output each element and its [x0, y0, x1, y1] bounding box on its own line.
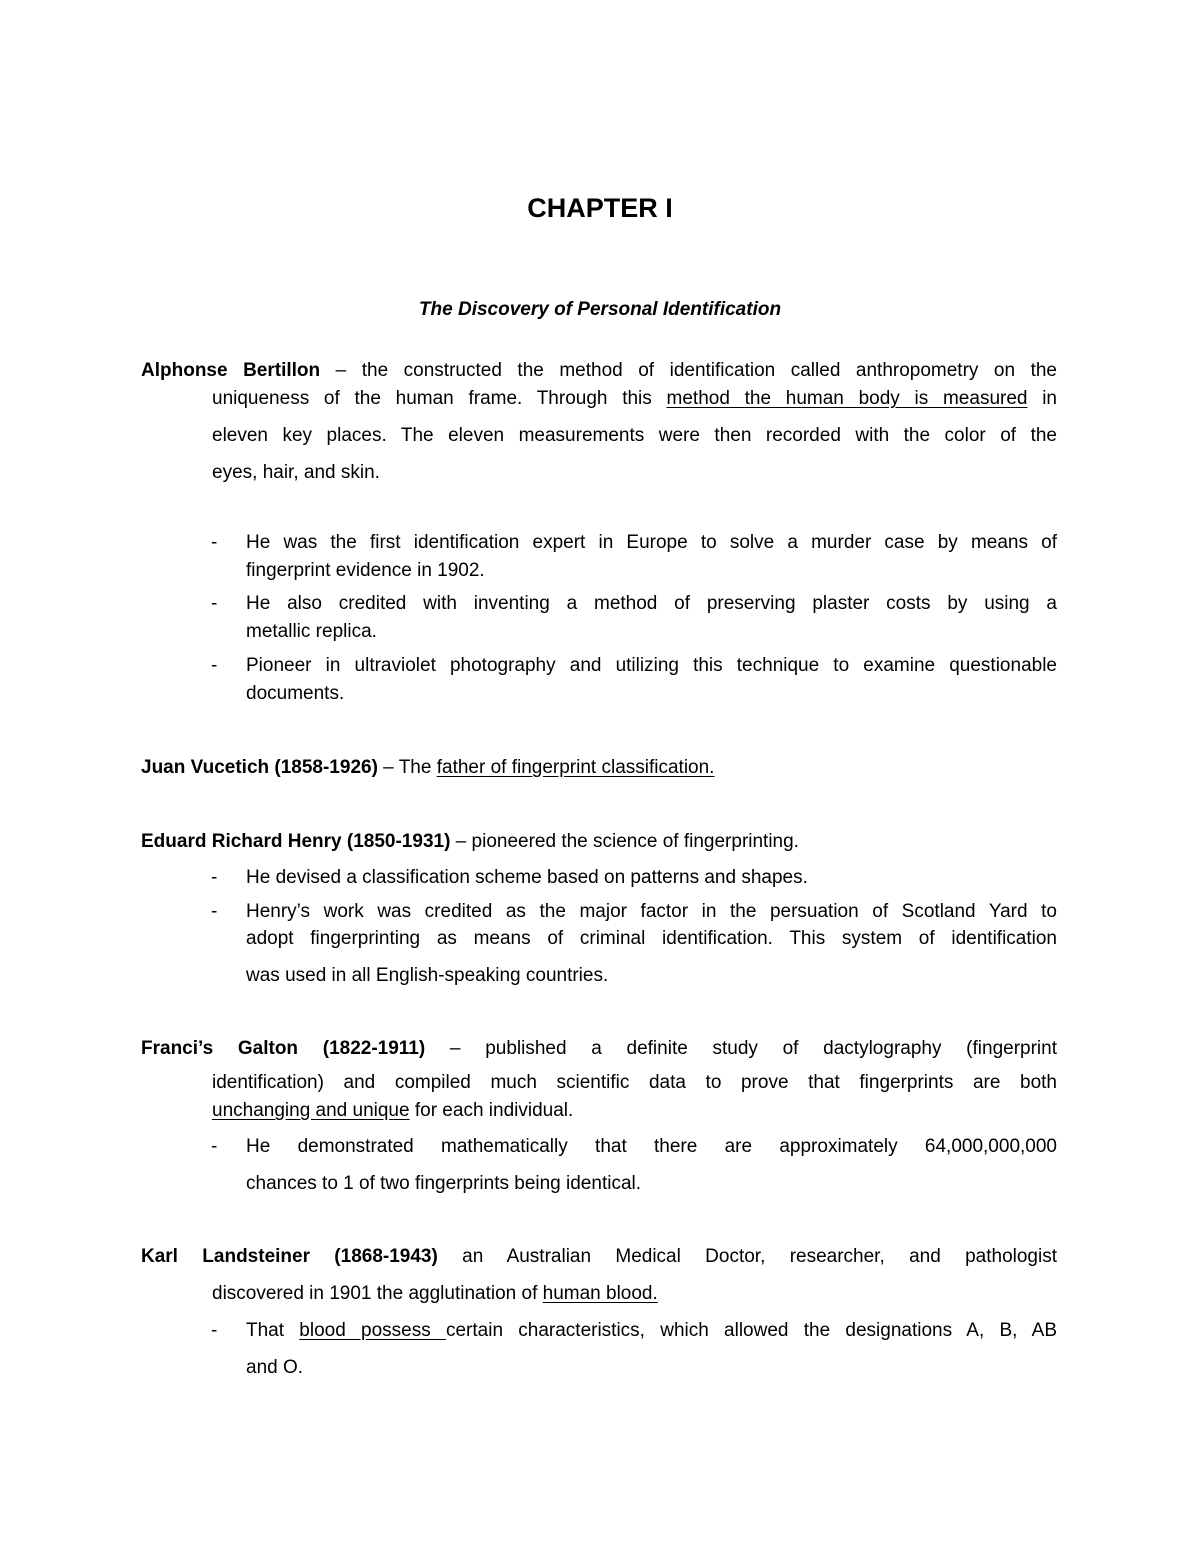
- landsteiner-underlined-phrase: human blood.: [542, 1283, 658, 1304]
- henry-bullet-2-line-2: adopt fingerprinting as means of criminal identification. This system of identification: [246, 928, 1057, 949]
- bullet-dash: -: [211, 532, 218, 553]
- henry-line-1: [141, 831, 799, 853]
- bertillon-bullet-2-line-2: metallic replica.: [246, 621, 377, 642]
- bertillon-bullet-1-line-1: He was the first identification expert in Europe to solve a murder case by means of: [246, 532, 1057, 553]
- galton-name: Franci’s Galton (1822-1911): [141, 1038, 426, 1059]
- henry-line-1-text: – pioneered the science of fingerprinting.: [450, 831, 799, 852]
- bertillon-bullet-1-line-2: fingerprint evidence in 1902.: [246, 560, 485, 581]
- bertillon-name: Alphonse Bertillon: [141, 360, 321, 381]
- bertillon-bullet-3-line-1: Pioneer in ultraviolet photography and utilizing this technique to examine questionable: [246, 655, 1057, 676]
- bertillon-line-1: [141, 360, 1057, 382]
- henry-bullet-1: He devised a classification scheme based on patterns and shapes.: [246, 867, 808, 888]
- landsteiner-line-2: [212, 1283, 658, 1305]
- galton-line-2: identification) and compiled much scientific data to prove that fingerprints are both: [212, 1072, 1057, 1093]
- galton-line-1-text: – published a definite study of dactylography (fingerprint: [425, 1038, 1057, 1059]
- landsteiner-name: Karl Landsteiner (1868-1943): [141, 1246, 438, 1267]
- landsteiner-bullet-1-line-2: and O.: [246, 1357, 304, 1378]
- landsteiner-line-1: [141, 1246, 1057, 1268]
- section-vucetich: [141, 757, 714, 779]
- bullet-dash: -: [211, 1320, 218, 1341]
- bullet-dash: -: [211, 1136, 218, 1157]
- landsteiner-bullet-1-post: certain characteristics, which allowed the designations A, B, AB: [445, 1320, 1057, 1341]
- henry-bullet-2-line-1: Henry’s work was credited as the major factor in the persuation of Scotland Yard to: [246, 901, 1057, 922]
- bullet-dash: -: [211, 655, 218, 676]
- bertillon-line-3: eleven key places. The eleven measurements were then recorded with the color of the: [212, 425, 1057, 446]
- document-subtitle: The Discovery of Personal Identification: [418, 299, 782, 320]
- galton-underlined-phrase: unchanging and unique: [212, 1100, 410, 1121]
- galton-line-1: [141, 1038, 1057, 1060]
- bertillon-line-2-post: in: [1027, 388, 1057, 409]
- landsteiner-line-1-text: an Australian Medical Doctor, researcher, and pathologist: [437, 1246, 1057, 1267]
- galton-line-3-text: for each individual.: [409, 1100, 574, 1121]
- galton-bullet-1-line-1: He demonstrated mathematically that there are approximately 64,000,000,000: [246, 1136, 1057, 1157]
- vucetich-underlined-phrase: father of fingerprint classification.: [436, 757, 715, 778]
- bertillon-line-2-pre: uniqueness of the human frame. Through this: [212, 388, 667, 409]
- henry-bullet-2-line-3: was used in all English-speaking countries.: [246, 965, 609, 986]
- bertillon-line-1-text: – the constructed the method of identification called anthropometry on the: [320, 360, 1057, 381]
- landsteiner-line-2-text: discovered in 1901 the agglutination of: [212, 1283, 543, 1304]
- galton-line-3: [212, 1100, 573, 1122]
- bullet-dash: -: [211, 593, 218, 614]
- bertillon-bullet-3-line-2: documents.: [246, 683, 345, 704]
- vucetich-text: – The: [377, 757, 437, 778]
- vucetich-name: Juan Vucetich (1858-1926): [141, 757, 378, 778]
- bullet-dash: -: [211, 901, 218, 922]
- chapter-title: CHAPTER I: [527, 193, 673, 223]
- landsteiner-bullet-underlined-phrase: blood possess: [299, 1320, 446, 1341]
- landsteiner-bullet-1-pre: That: [246, 1320, 300, 1341]
- bertillon-bullet-2-line-1: He also credited with inventing a method of preserving plaster costs by using a: [246, 593, 1057, 614]
- galton-bullet-1-line-2: chances to 1 of two fingerprints being identical.: [246, 1173, 642, 1194]
- henry-name: Eduard Richard Henry (1850-1931): [141, 831, 451, 852]
- bullet-dash: -: [211, 867, 218, 888]
- bertillon-line-4: eyes, hair, and skin.: [212, 462, 380, 483]
- bertillon-underlined-phrase: method the human body is measured: [666, 388, 1028, 409]
- bertillon-line-2: [212, 388, 1057, 410]
- landsteiner-bullet-1-line-1: [246, 1320, 1057, 1342]
